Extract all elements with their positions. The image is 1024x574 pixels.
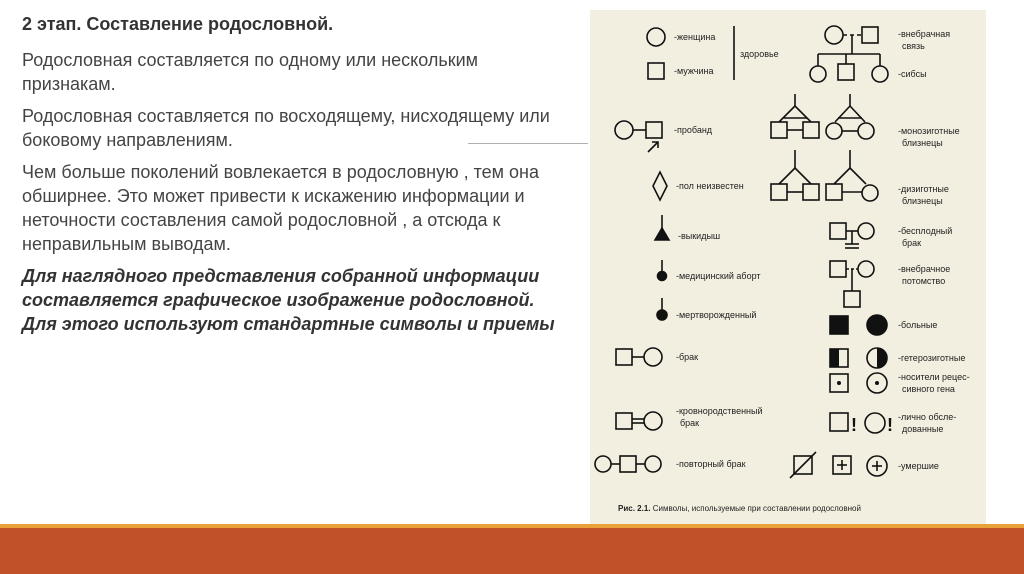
childless-female [858, 223, 874, 239]
repeat-marriage-male [620, 456, 636, 472]
label-health: здоровье [740, 49, 779, 59]
footer-bar [0, 528, 1024, 574]
text-column [22, 12, 572, 336]
examined-female-mark: ! [887, 415, 893, 435]
marriage-female-symbol [644, 348, 662, 366]
label-female: -женщина [674, 32, 716, 42]
extramarital-female [825, 26, 843, 44]
miscarriage-symbol [655, 228, 669, 240]
dz-male-twin-1 [771, 184, 787, 200]
label-carriers-1: -носители рецес- [898, 372, 970, 382]
paragraph-2: Родословная составляется по восходящему, нисходящему или боковому направлениям. [22, 106, 550, 150]
figure-caption-prefix: Рис. 2.1. [618, 504, 651, 513]
paragraph-1: Родословная составляется по одному или нескольким признакам. [22, 50, 479, 94]
proband-male-symbol [646, 122, 662, 138]
label-stillborn: -мертворожденный [676, 310, 757, 320]
label-deceased: -умершие [898, 461, 939, 471]
label-extramarital-offspring-2: потомство [902, 276, 946, 286]
repeat-marriage-female-1 [595, 456, 611, 472]
sibling-male [838, 64, 854, 80]
repeat-marriage-female-2 [645, 456, 661, 472]
label-extramarital-offspring-1: -внебрачное [898, 264, 951, 274]
sibling-female-2 [872, 66, 888, 82]
figure-caption-text: Символы, используемые при составлении родословной [650, 504, 861, 513]
label-extramarital-2: связь [902, 41, 925, 51]
dz-mixed-male [826, 184, 842, 200]
pedigree-symbols-figure [590, 10, 986, 524]
mz-male-twin-2 [803, 122, 819, 138]
offspring-male [830, 261, 846, 277]
label-proband: -пробанд [674, 125, 713, 135]
stillborn-symbol [657, 310, 667, 320]
label-male: -мужчина [674, 66, 714, 76]
male-symbol [648, 63, 664, 79]
mz-female-twin-1 [826, 123, 842, 139]
consanguineous-male-symbol [616, 413, 632, 429]
dz-mixed-left [834, 168, 850, 184]
marriage-male-symbol [616, 349, 632, 365]
medical-abortion-symbol [658, 272, 667, 281]
label-extramarital-1: -внебрачная [898, 29, 951, 39]
label-heterozygous: -гетерозиготные [898, 353, 966, 363]
dz-male-twin-2 [803, 184, 819, 200]
figure-caption [618, 504, 978, 513]
emphasis-paragraph: Для наглядного представления собранной информации составляется графическое изображение родословной. Для этого используют стандартные символы и приемы [22, 266, 555, 334]
mz-female-left [835, 106, 850, 122]
connector-line [468, 143, 588, 144]
childless-male [830, 223, 846, 239]
label-childless-1: -бесплодный [898, 226, 953, 236]
label-consanguineous-2: брак [680, 418, 700, 428]
heterozygous-male-fill [830, 349, 839, 367]
affected-female [867, 315, 887, 335]
label-repeat-marriage: -повторный брак [676, 459, 746, 469]
sex-unknown-symbol [653, 172, 667, 200]
label-siblings: -сибсы [898, 69, 927, 79]
label-examined-2: дованные [902, 424, 944, 434]
proband-female-symbol [615, 121, 633, 139]
mz-male-left [779, 106, 795, 122]
offspring-female [858, 261, 874, 277]
paragraph-3: Чем больше поколений вовлекается в родословную , тем она обширнее. Это может привести к искажению информации и неточности составления самой родословной , а отсюда к неправильным выводам. [22, 162, 539, 254]
label-marriage: -брак [676, 352, 699, 362]
examined-female [865, 413, 885, 433]
label-dizygotic-1: -дизиготные [898, 184, 949, 194]
label-consanguineous-1: -кровнородственный [676, 406, 763, 416]
mz-female-right [850, 106, 865, 122]
label-sex-unknown: -пол неизвестен [676, 181, 744, 191]
dz-male-left [779, 168, 795, 184]
label-affected: -больные [898, 320, 938, 330]
proband-arrow [648, 142, 658, 152]
sibling-female-1 [810, 66, 826, 82]
label-miscarriage: -выкидыш [678, 231, 721, 241]
label-childless-2: брак [902, 238, 922, 248]
dz-mixed-right [850, 168, 866, 184]
label-examined-1: -лично обсле- [898, 412, 957, 422]
carrier-female-dot [875, 381, 879, 385]
heterozygous-female-fill [877, 348, 887, 368]
label-dizygotic-2: близнецы [902, 196, 943, 206]
dz-mixed-female [862, 185, 878, 201]
female-symbol [647, 28, 665, 46]
mz-male-twin-1 [771, 122, 787, 138]
consanguineous-female-symbol [644, 412, 662, 430]
carrier-male-dot [837, 381, 841, 385]
mz-female-twin-2 [858, 123, 874, 139]
label-medical-abortion: -медицинский аборт [676, 271, 761, 281]
dz-male-right [795, 168, 811, 184]
affected-male [830, 316, 848, 334]
examined-male-mark: ! [851, 415, 857, 435]
label-monozygotic-2: близнецы [902, 138, 943, 148]
label-carriers-2: сивного гена [902, 384, 955, 394]
mz-male-right [795, 106, 811, 122]
offspring-child [844, 291, 860, 307]
label-monozygotic-1: -монозиготные [898, 126, 960, 136]
extramarital-male [862, 27, 878, 43]
pedigree-symbols-svg [590, 10, 986, 500]
slide-heading: 2 этап. Составление родословной. [22, 14, 334, 34]
examined-male [830, 413, 848, 431]
